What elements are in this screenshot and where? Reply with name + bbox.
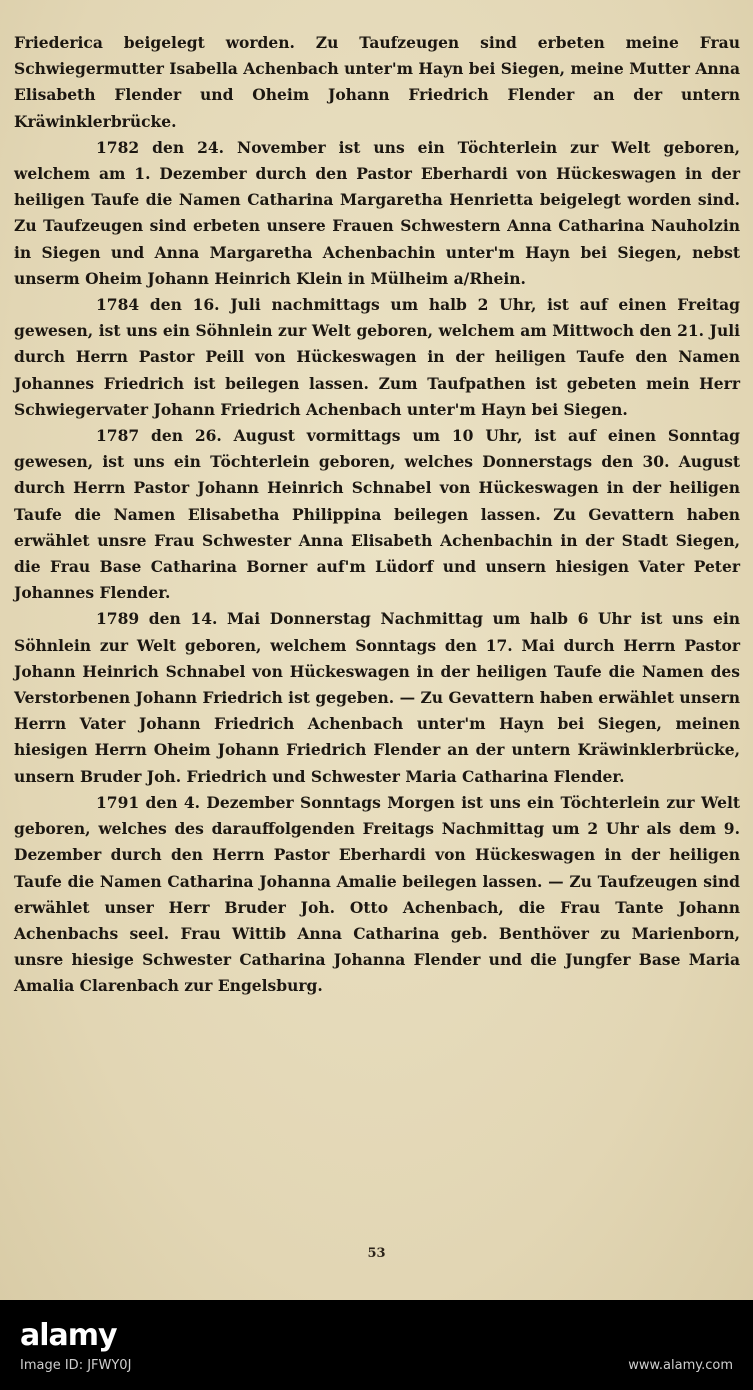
image-id-label: Image ID: JFWY0J [20,1358,132,1373]
page-number: 53 [367,1246,386,1261]
paragraph-1784: 1784 den 16. Juli nachmittags um halb 2 Uhr, ist auf einen Freitag gewesen, ist uns ein Söhnlein zur Welt geboren, welchem am Mittwoch den 21. Juli durch Herrn Pastor Peill von Hückeswagen in der heiligen Taufe den Namen Johannes Friedrich ist beilegen lassen. Zum Taufpathen ist gebeten mein Herr Schwiegervater Johann Friedrich Achenbach unter'm Hayn bei Siegen. [14,295,740,419]
body-text [14,30,740,1000]
alamy-logo: alamy [20,1318,117,1353]
paragraph-1787: 1787 den 26. August vormittags um 10 Uhr, ist auf einen Sonntag gewesen, ist uns ein Töchterlein geboren, welches Donnerstags den 30. August durch Herrn Pastor Johann Heinrich Schnabel von Hückeswagen in der heiligen Taufe die Namen Elisabetha Philippina beilegen lassen. Zu Gevattern haben erwählet unsre Frau Schwester Anna Elisabeth Achenbachin in der Stadt Siegen, die Frau Base Catharina Borner auf'm Lüdorf und unsern hiesigen Vater Peter Johannes Flender. [14,426,740,603]
watermark-url: www.alamy.com [628,1358,733,1373]
paragraph-1789: 1789 den 14. Mai Donnerstag Nachmittag um halb 6 Uhr ist uns ein Söhnlein zur Welt geboren, welchem Sonntags den 17. Mai durch Herrn Pastor Johann Heinrich Schnabel von Hückeswagen in der heiligen Taufe die Namen des Verstorbenen Johann Friedrich ist gegeben. — Zu Gevattern haben erwählet unsern Herrn Vater Johann Friedrich Achenbach unter'm Hayn bei Siegen, meinen hiesigen Herrn Oheim Johann Friedrich Flender an der untern Kräwinklerbrücke, unsern Bruder Joh. Friedrich und Schwester Maria Catharina Flender. [14,609,740,786]
stock-footer-bar [0,1300,753,1390]
paragraph-1: Friederica beigelegt worden. Zu Taufzeugen sind erbeten meine Frau Schwiegermutter Isabella Achenbach unter'm Hayn bei Siegen, meine Mutter Anna Elisabeth Flender und Oheim Johann Friedrich Flender an der untern Kräwinklerbrücke. [14,33,740,131]
paragraph-1791: 1791 den 4. Dezember Sonntags Morgen ist uns ein Töchterlein zur Welt geboren, welches des darauffolgenden Freitags Nachmittag um 2 Uhr als dem 9. Dezember durch den Herrn Pastor Eberhardi von Hückeswagen in der heiligen Taufe die Namen Catharina Johanna Amalie beilegen lassen. — Zu Taufzeugen sind erwählet unser Herr Bruder Joh. Otto Achenbach, die Frau Tante Johann Achenbachs seel. Frau Wittib Anna Catharina geb. Benthöver zu Marienborn, unsre hiesige Schwester Catharina Johanna Flender und die Jungfer Base Maria Amalia Clarenbach zur Engelsburg. [14,792,740,996]
paragraph-1782: 1782 den 24. November ist uns ein Töchterlein zur Welt geboren, welchem am 1. Dezember durch den Pastor Eberhardi von Hückeswagen in der heiligen Taufe die Namen Catharina Margaretha Henrietta beigelegt worden sind. Zu Taufzeugen sind erbeten unsere Frauen Schwestern Anna Catharina Nauholzin in Siegen und Anna Margaretha Achenbachin unter'm Hayn bei Siegen, nebst unserm Oheim Johann Heinrich Klein in Mülheim a/Rhein. [14,137,740,288]
